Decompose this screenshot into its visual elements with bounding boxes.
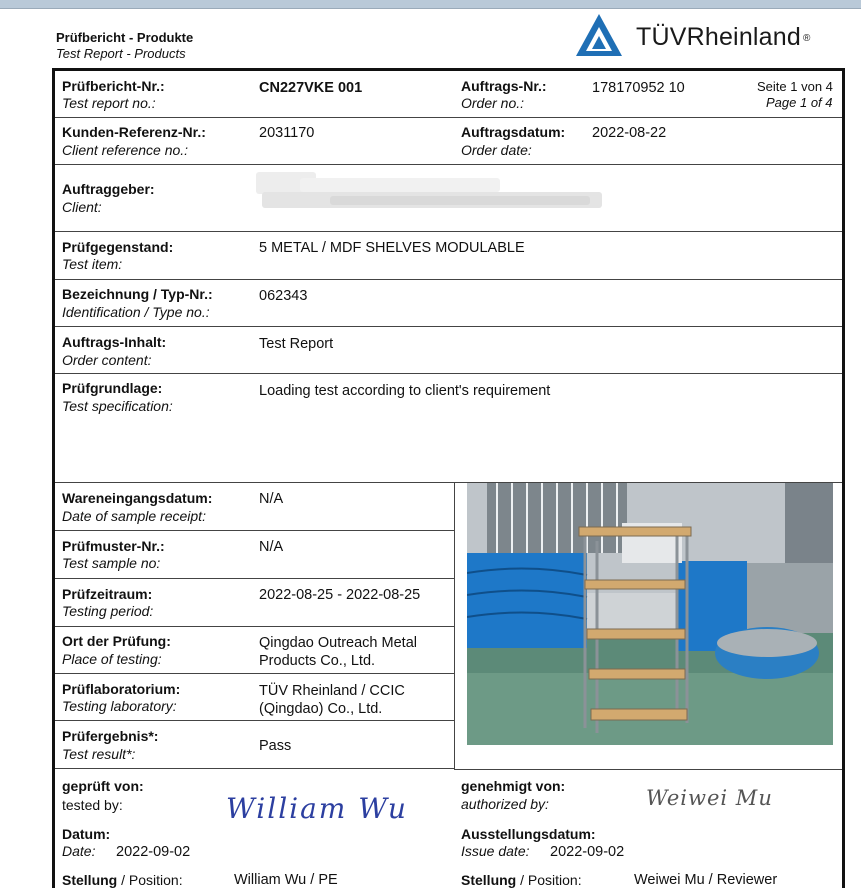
tested-by-signature: William Wu <box>226 792 408 825</box>
identification-label-de: Bezeichnung / Typ-Nr.: <box>62 286 213 302</box>
order-content-label-de: Auftrags-Inhalt: <box>62 334 167 350</box>
place-value-line1: Qingdao Outreach Metal <box>259 635 417 651</box>
order-content-label-en: Order content: <box>62 352 152 368</box>
issue-date-value: 2022-09-02 <box>550 844 625 860</box>
place-label-en: Place of testing: <box>62 651 162 667</box>
row-report-no <box>55 71 842 118</box>
result-value: Pass <box>259 738 292 754</box>
authorized-by-label-de: genehmigt von: <box>461 778 566 794</box>
test-spec-label-en: Test specification: <box>62 398 173 414</box>
tuv-rheinland-logo <box>574 12 824 60</box>
order-content-value: Test Report <box>259 336 334 352</box>
testing-period-label-en: Testing period: <box>62 603 154 619</box>
test-item-value: 5 METAL / MDF SHELVES MODULABLE <box>259 240 525 256</box>
identification-label-en: Identification / Type no.: <box>62 304 210 320</box>
order-no-label-de: Auftrags-Nr.: <box>461 78 547 94</box>
sample-receipt-label-en: Date of sample receipt: <box>62 508 206 524</box>
client-ref-label-en: Client reference no.: <box>62 142 189 158</box>
testing-period-value: 2022-08-25 - 2022-08-25 <box>259 587 421 603</box>
report-title: Prüfbericht - Produkte <box>56 30 194 45</box>
tested-by-label-de: geprüft von: <box>62 778 144 794</box>
position-right-value: Weiwei Mu / Reviewer <box>634 872 778 888</box>
issue-date-label-de: Ausstellungsdatum: <box>461 826 596 842</box>
window-top-bar <box>0 0 861 9</box>
result-label-de: Prüfergebnis*: <box>62 728 159 744</box>
place-value-line2: Products Co., Ltd. <box>259 653 376 669</box>
laboratory-label-en: Testing laboratory: <box>62 698 177 714</box>
page-number-en: Page 1 of 4 <box>766 95 833 110</box>
report-no-label-en: Test report no.: <box>62 95 156 111</box>
order-date-label-en: Order date: <box>461 142 532 158</box>
sample-photo <box>467 483 833 745</box>
laboratory-value-line1: TÜV Rheinland / CCIC <box>259 683 405 699</box>
testing-period-label-de: Prüfzeitraum: <box>62 586 153 602</box>
client-label-en: Client: <box>62 199 102 215</box>
report-no-value: CN227VKE 001 <box>259 80 363 96</box>
result-label-en: Test result*: <box>62 746 136 762</box>
authorized-by-label-en: authorized by: <box>461 796 549 812</box>
report-no-label-de: Prüfbericht-Nr.: <box>62 78 165 94</box>
laboratory-label-de: Prüflaboratorium: <box>62 681 181 697</box>
client-ref-value: 2031170 <box>259 125 315 141</box>
order-date-value: 2022-08-22 <box>592 125 667 141</box>
logo-wordmark: TÜVRheinland ® <box>636 23 811 51</box>
tuv-triangle-icon <box>574 12 624 58</box>
sample-receipt-value: N/A <box>259 491 284 507</box>
date-label-en: Date: <box>62 843 96 859</box>
order-no-value: 178170952 10 <box>592 80 685 96</box>
tested-by-label-en: tested by: <box>62 797 123 813</box>
place-label-de: Ort der Prüfung: <box>62 633 171 649</box>
position-right-label: Stellung / Position: <box>461 872 582 888</box>
client-ref-label-de: Kunden-Referenz-Nr.: <box>62 124 206 140</box>
test-item-label-en: Test item: <box>62 256 123 272</box>
test-spec-value: Loading test according to client's requirement <box>259 383 551 399</box>
row-full-divider <box>454 769 842 770</box>
laboratory-value-line2: (Qingdao) Co., Ltd. <box>259 701 383 717</box>
position-left-label: Stellung / Position: <box>62 872 183 888</box>
identification-value: 062343 <box>259 288 308 304</box>
position-left-value: William Wu / PE <box>234 872 338 888</box>
sample-receipt-label-de: Wareneingangsdatum: <box>62 490 213 506</box>
sample-no-value: N/A <box>259 539 284 555</box>
date-value: 2022-09-02 <box>116 844 191 860</box>
photo-divider <box>454 483 455 769</box>
issue-date-label-en: Issue date: <box>461 843 530 859</box>
date-label-de: Datum: <box>62 826 111 842</box>
order-no-label-en: Order no.: <box>461 95 525 111</box>
test-item-label-de: Prüfgegenstand: <box>62 239 174 255</box>
page-number-de: Seite 1 von 4 <box>757 79 833 94</box>
sample-no-label-en: Test sample no: <box>62 555 161 571</box>
report-subtitle: Test Report - Products <box>56 46 186 61</box>
row-order-content <box>55 327 842 374</box>
order-date-label-de: Auftragsdatum: <box>461 124 566 140</box>
client-label-de: Auftraggeber: <box>62 181 155 197</box>
test-spec-label-de: Prüfgrundlage: <box>62 380 163 396</box>
authorized-by-signature: Weiwei Mu <box>646 786 773 810</box>
sample-no-label-de: Prüfmuster-Nr.: <box>62 538 165 554</box>
